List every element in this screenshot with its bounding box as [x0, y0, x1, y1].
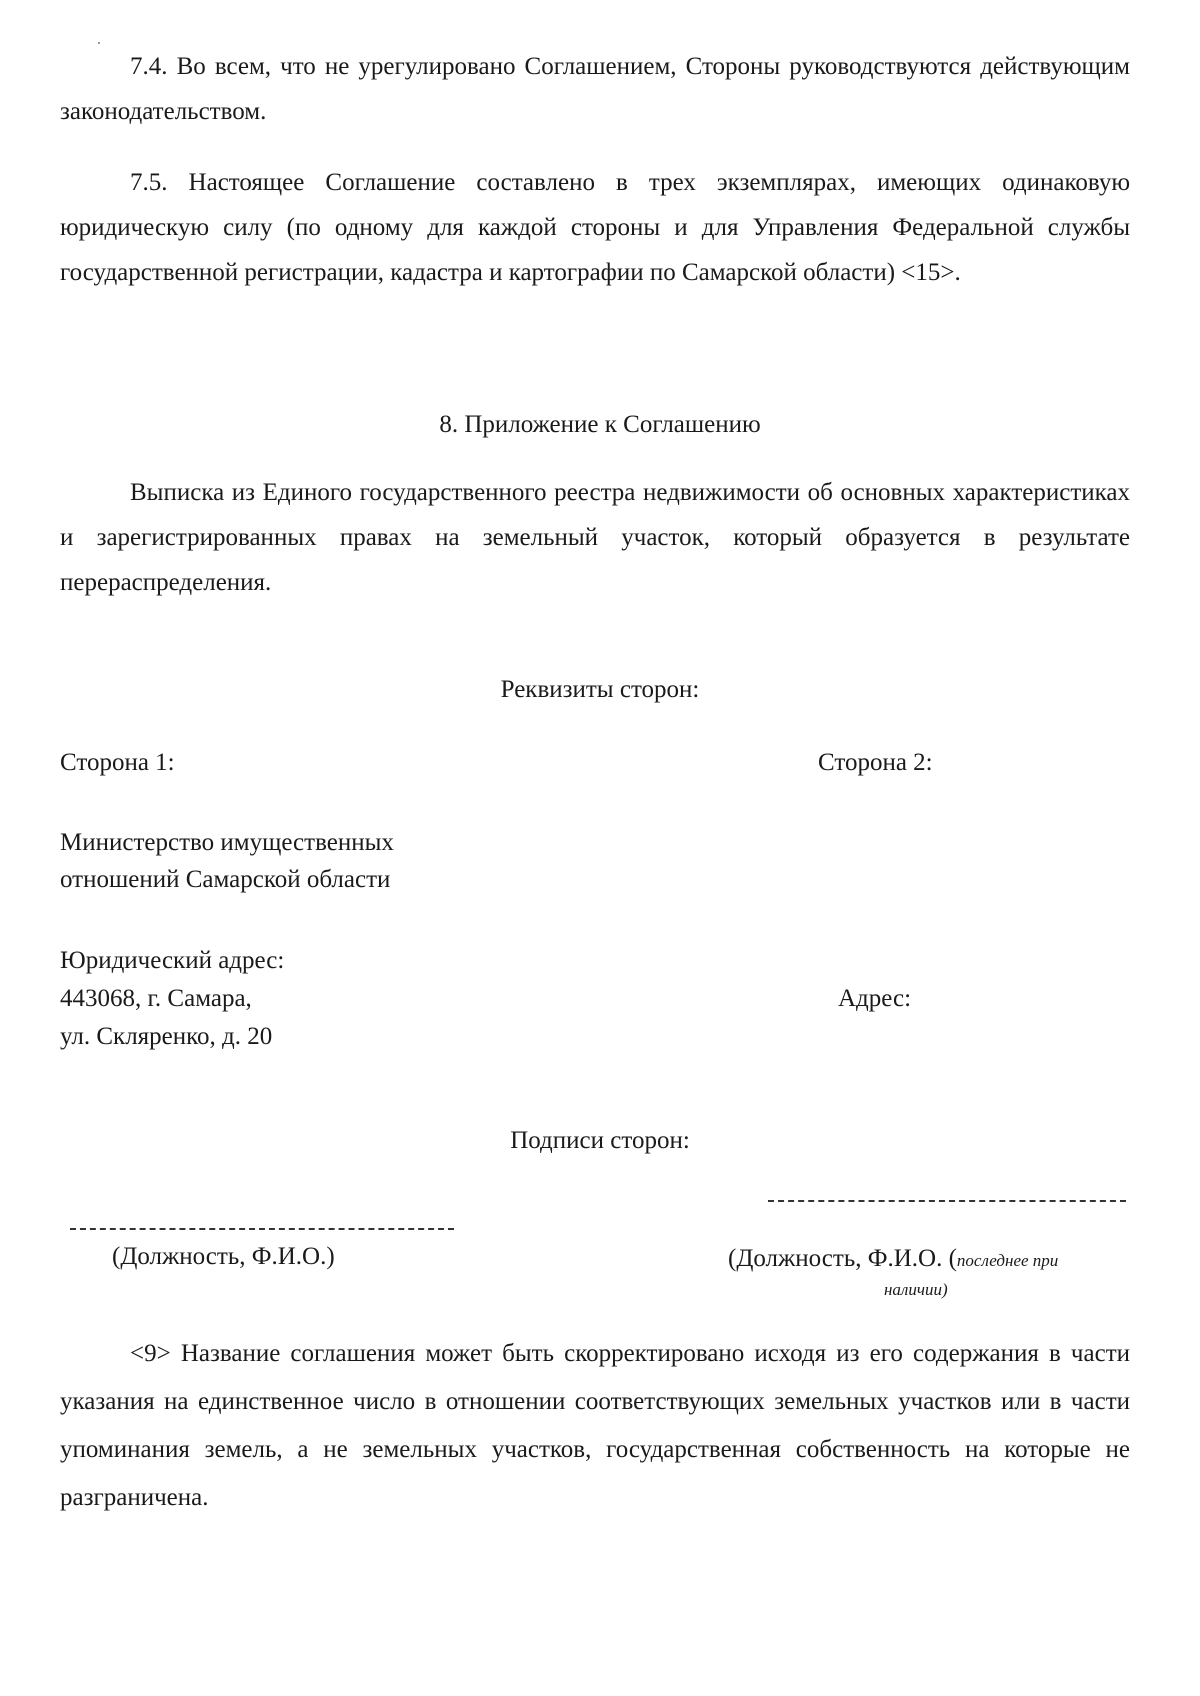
section-8-heading: 8. Приложение к Соглашению: [439, 411, 761, 438]
party2-signature-line: [768, 1200, 1126, 1202]
paragraph-7-4: 7.4. Во всем, что не урегулировано Соглашением, Стороны руководствуются действующим законодательством.: [60, 53, 1130, 125]
party1-label: Сторона 1:: [60, 749, 175, 776]
party2-label: Сторона 2:: [818, 749, 933, 776]
paragraph-7-5: 7.5. Настоящее Соглашение составлено в трех экземплярах, имеющих одинаковую юридическую силу (по одному для каждой стороны и для Управления Федеральной службы государственной регистрации, кадастра и картографии по Самарской области) <15>.: [60, 169, 1130, 286]
paragraph-8-appendix: Выписка из Единого государственного реестра недвижимости об основных характеристиках и зарегистрированных правах на земельный участок, который образуется в результате перераспределения.: [60, 479, 1130, 596]
party1-address-line2: ул. Скляренко, д. 20: [60, 1023, 273, 1050]
footnote-9: <9> Название соглашения может быть скорректировано исходя из его содержания в части указания на единственное число в отношении соответствующих земельных участков или в части упоминания земель, а не земельных участков, государственная собственность на которые не разграничена.: [60, 1340, 1130, 1511]
party2-caption-note: последнее при: [956, 1251, 1059, 1270]
signatures-heading: Подписи сторон:: [510, 1127, 690, 1154]
party1-signature-line: [70, 1228, 454, 1230]
party1-name-line1: Министерство имущественных: [60, 829, 394, 856]
party2-signature-caption: [728, 1242, 1058, 1278]
party1-address-line1: 443068, г. Самара,: [60, 985, 252, 1012]
party1-signature-caption: (Должность, Ф.И.О.): [112, 1243, 335, 1270]
party2-caption-note-cont: наличии): [884, 1280, 948, 1299]
party1-address-label: Юридический адрес:: [60, 947, 285, 974]
party1-name-line2: отношений Самарской области: [60, 866, 391, 893]
party2-address-label: Адрес:: [838, 985, 912, 1012]
requisites-heading: Реквизиты сторон:: [500, 676, 700, 703]
party2-caption-main: (Должность, Ф.И.О. (: [728, 1245, 957, 1272]
